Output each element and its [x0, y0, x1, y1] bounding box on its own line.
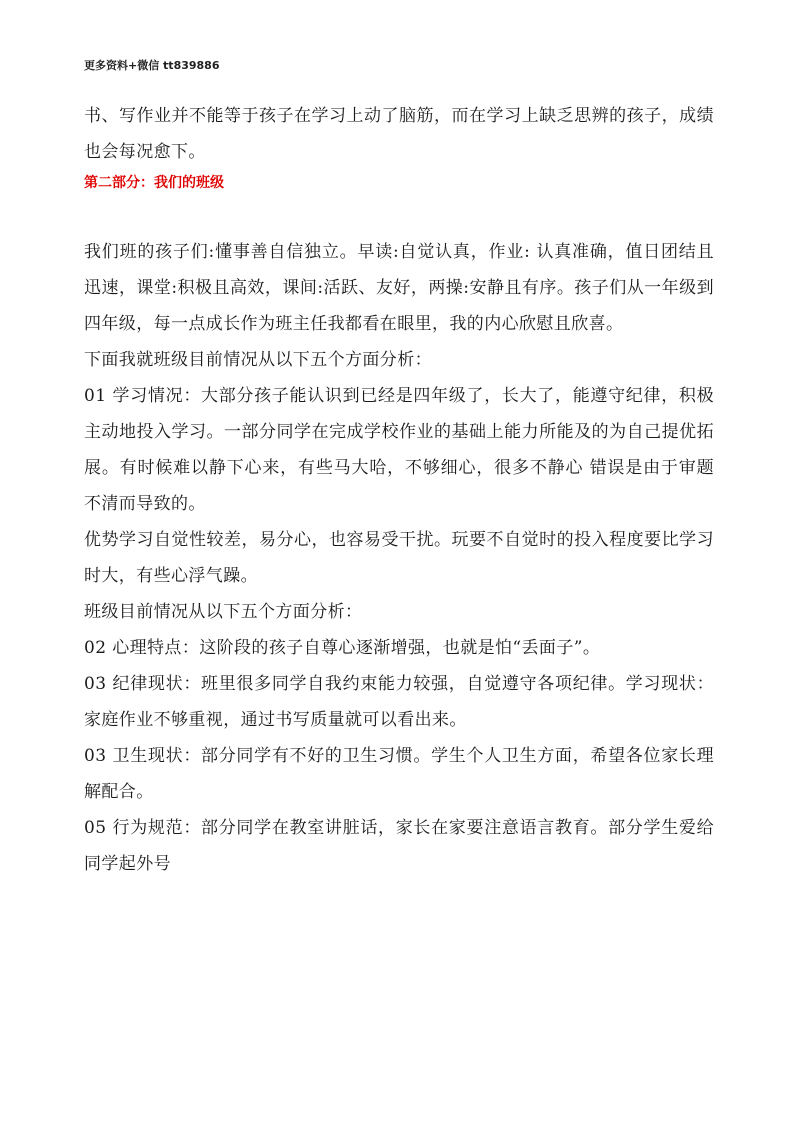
paragraph-discipline: 03 纪律现状：班里很多同学自我约束能力较强，自觉遵守各项纪律。学习现状：家庭作业不够重视，通过书写质量就可以看出来。	[84, 674, 714, 730]
intro-continuation: 书、写作业并不能等于孩子在学习上动了脑筋，而在学习上缺乏思辨的孩子，成绩也会每况愈下。	[84, 106, 714, 162]
paragraph-psychology: 02 心理特点：这阶段的孩子自尊心逐渐增强，也就是怕“丢面子”。	[84, 638, 601, 658]
paragraph-class-overview: 我们班的孩子们:懂事善自信独立。早读:自觉认真，作业: 认真准确，值日团结且迅速，课堂:积极且高效，课间:活跃、友好，两操:安静且有序。孩子们从一年级到四年级，每一点成长作为班主任我都看在眼里，我的内心欣慰且欣喜。	[84, 242, 714, 334]
paragraph-study-weakness: 优势学习自觉性较差，易分心，也容易受干扰。玩要不自觉时的投入程度要比学习时大，有些心浮气躁。	[84, 530, 714, 586]
paragraph-hygiene: 03 卫生现状：部分同学有不好的卫生习惯。学生个人卫生方面，希望各位家长理解配合。	[84, 746, 714, 802]
paragraph-analysis-heading: 班级目前情况从以下五个方面分析：	[84, 602, 363, 622]
header-note: 更多资料+微信 tt839886	[84, 59, 220, 72]
paragraph-analysis-intro: 下面我就班级目前情况从以下五个方面分析：	[84, 350, 432, 370]
section-title: 第二部分：我们的班级	[84, 175, 224, 191]
document-body	[84, 98, 714, 882]
paragraph-study-status: 01 学习情况：大部分孩子能认识到已经是四年级了，长大了，能遵守纪律，积极主动地投入学习。一部分同学在完成学校作业的基础上能力所能及的为自己提优拓展。有时候难以静下心来，有些马大哈，不够细心，很多不静心 错误是由于审题不清而导致的。	[84, 386, 714, 514]
paragraph-behavior: 05 行为规范：部分同学在教室讲脏话，家长在家要注意语言教育。部分学生爱给同学起外号	[84, 818, 714, 874]
